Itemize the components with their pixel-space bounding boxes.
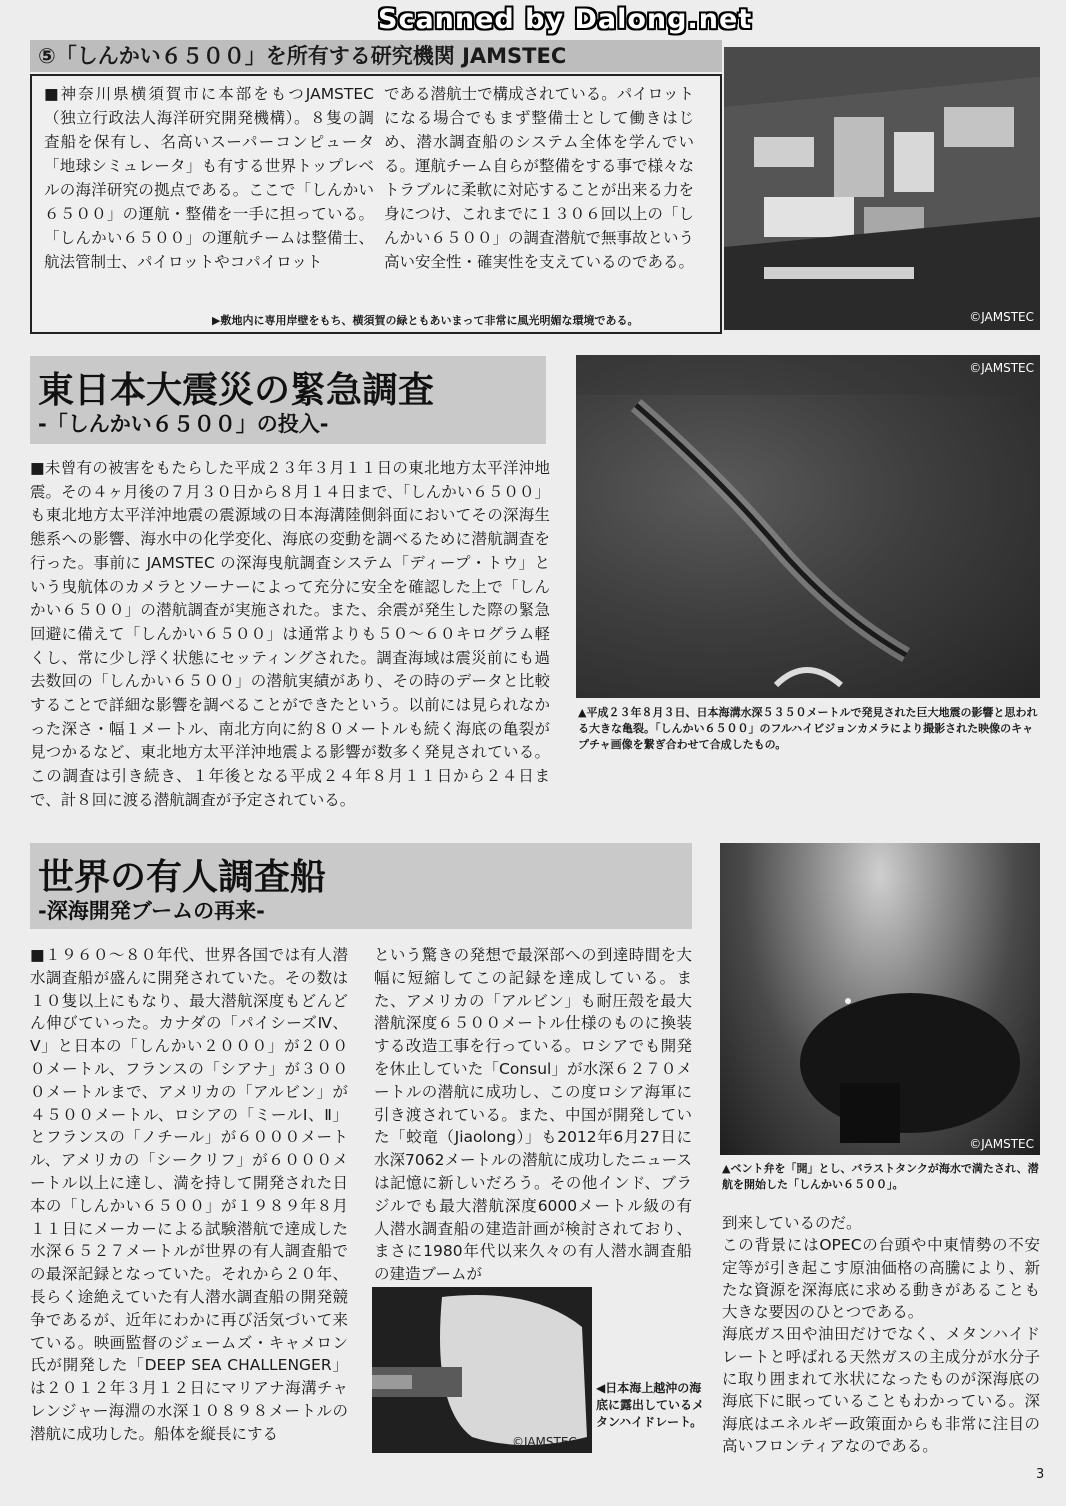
photo4-credit: ©JAMSTEC — [512, 1435, 577, 1449]
world-heading-block — [30, 843, 692, 929]
section5-heading: ⑤「しんかい６５００」を所有する研究機関 JAMSTEC — [30, 40, 722, 72]
section5-caption: ▶敷地内に専用岸壁をもち、横須賀の緑ともあいまって非常に風光明媚な環境である。 — [212, 314, 639, 327]
page-number: 3 — [1036, 1467, 1045, 1482]
photo1-credit: ©JAMSTEC — [969, 310, 1034, 324]
quake-title: 東日本大震災の緊急調査 — [38, 370, 435, 411]
photo4-caption: ◀日本海上越沖の海底に露出しているメタンハイドレート。 — [596, 1381, 705, 1429]
scan-watermark: Scanned by Dalong.net — [378, 4, 753, 35]
world-title: 世界の有人調査船 — [38, 857, 327, 898]
submersible-dive-photo — [720, 843, 1040, 1155]
world-col1: ■１９６０〜８０年代、世界各国では有人潜水調査船が盛んに開発されていた。その数は１０隻以上にもなり、最大潜航深度もどんどん伸びていった。カナダの「パイシーズⅣ、Ⅴ」と日本の「しんかい２０００」が２０００メートル、フランスの「シアナ」が３０００メートルまで、アメリカの「アルビン」が４５００メートル、ロシアの「ミールⅠ、Ⅱ」とフランスの「ノチール」が６０００メートル、アメリカの「シークリフ」が６０００メートル以上に達し、満を持して開発された日本の「しんかい６５００」が１９８９年８月１１日にメーカーによる試験潜航で達成した水深６５２７メートルが世界の有人調査船での最深記録となっていた。それから２０年、長らく途絶えていた有人潜水調査船の開発競争であるが、近年にわかに再び活気づいて来ている。映画監督のジェームズ・キャメロン氏が開発した「DEEP SEA CHALLENGER」は２０１２年３月１２日にマリアナ海溝チャレンジャー海淵の水深１０８９８メートルの潜航に成功した。船体を縦長にする — [30, 946, 348, 1443]
quake-photo-caption: ▲平成２３年８月３日、日本海溝水深５３５０メートルで発見された巨大地震の影響と思われる大きな亀裂。「しんかい６５００」のフルハイビジョンカメラにより撮影された映像のキャプチャ画像を繋ぎ合わせて合成したもの。 — [578, 706, 1038, 751]
quake-subtitle: -「しんかい６５００」の投入- — [38, 412, 329, 436]
quake-heading-block — [30, 356, 546, 444]
world-subtitle: -深海開発ブームの再来- — [38, 899, 265, 923]
section5-col2: である潜航士で構成されている。パイロットになる場合でもまず整備士として働きはじめ、潜水調査船のシステム全体を学んでいる。運航チーム自らが整備をする事で様々なトラブルに柔軟に対応することが出来る力を身につけ、これまでに１３０６回以上の「しんかい６５００」の調査潜航で無事故という高い安全性・確実性を支えているのである。 — [384, 85, 695, 271]
world-col3: 到来しているのだ。 この背景にはOPECの台頭や中東情勢の不安定等が引き起こす原油価格の高騰により、新たな資源を深海底に求める動きがあることも大きな要因のひとつである。 海底ガス田や油田だけでなく、メタンハイドレートと呼ばれる天然ガスの主成分が水分子に取り囲まれて氷状になったものが深海底の海底下に眠っていることもわかっている。深海底はエネルギー政策面からも非常に注目の高いフロンティアなのである。 — [722, 1214, 1040, 1455]
jamstec-aerial-photo — [724, 47, 1040, 330]
seafloor-crack-photo — [576, 355, 1040, 698]
methane-hydrate-photo — [372, 1287, 592, 1453]
photo3-caption: ▲ベント弁を「開」とし、バラストタンクが海水で満たされ、潜航を開始した「しんかい６５００」。 — [722, 1162, 1039, 1191]
world-col2: という驚きの発想で最深部への到達時間を大幅に短縮してこの記録を達成している。また、アメリカの「アルビン」も耐圧殻を最大潜航深度６５００メートル仕様のものに換装する改造工事を行っている。ロシアでも開発を休止していた「Consul」が水深６２７０メートルの潜航に成功し、この度ロシア海軍に引き渡されている。また、中国が開発していた「蛟竜（Jiaolong）」も2012年6月27日に水深7062メートルの潜航に成功したニュースは記憶に新しいだろう。その他インド、ブラジルでも最大潜航深度6000メートル級の有人潜水調査船の建造計画が検討されており、まさに1980年代以来久々の有人潜水調査船の建造ブームが — [374, 946, 692, 1284]
section5-col1: ■神奈川県横須賀市に本部をもつJAMSTEC（独立行政法人海洋研究開発機構）。８隻の調査船を保有し、名高いスーパーコンピュータ「地球シミュレータ」も有する世界トップレベルの海洋研究の拠点である。ここで「しんかい６５００」の運航・整備を一手に担っている。「しんかい６５００」の運航チームは整備士、航法管制士、パイロットやコパイロット — [44, 85, 374, 271]
photo2-credit: ©JAMSTEC — [969, 361, 1034, 375]
photo3-credit: ©JAMSTEC — [969, 1137, 1034, 1151]
quake-body: ■未曾有の被害をもたらした平成２３年３月１１日の東北地方太平洋沖地震。その４ヶ月後の７月３０日から８月１４日まで、「しんかい６５００」も東北地方太平洋沖地震の震源域の日本海溝陸側斜面においてその深海生態系への影響、海水中の化学変化、海底の変動を調べるために潜航調査を行った。事前に JAMSTEC の深海曳航調査システム「ディープ・トウ」という曳航体のカメラとソーナーによって充分に安全を確認した上で「しんかい６５００」の潜航調査が実施された。また、余震が発生した際の緊急回避に備えて「しんかい６５００」は通常よりも５０〜６０キログラム軽くし、常に少し浮く状態にセッティングされた。調査海域は震災前にも過去数回の「しんかい６５００」の潜航実績があり、その時のデータと比較することで詳細な影響を調べることができたという。以前には見られなかった深さ・幅１メートル、南北方向に約８０メートルも続く海底の亀裂が見つかるなど、東北地方太平洋沖地震よる影響が数多く発見されている。この調査は引き続き、１年後となる平成２４年８月１１日から２４日まで、計８回に渡る潜航調査が予定されている。 — [30, 459, 550, 809]
section5-box — [30, 74, 722, 334]
